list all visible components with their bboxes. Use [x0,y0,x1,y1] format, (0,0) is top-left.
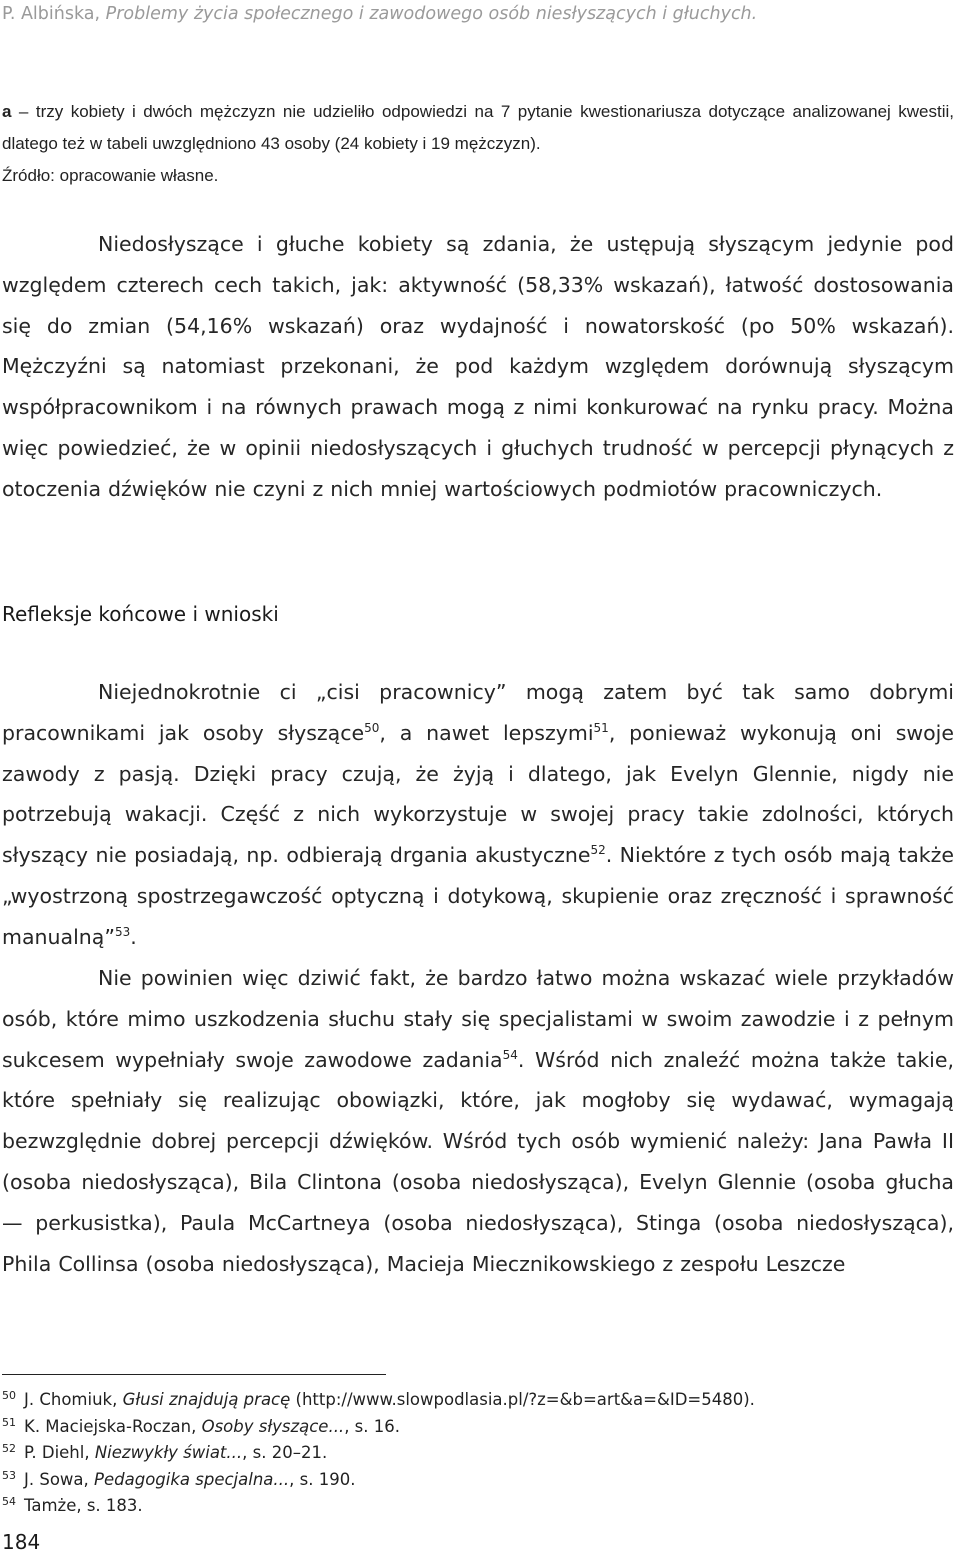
footnote-title: Głusi znajdują pracę [122,1390,291,1409]
footnote-ref-53: 53 [114,924,131,939]
paragraph-3-text: Nie powinien więc dziwić fakt, że bardzo łatwo można wskazać wiele przykładów osób, które mimo uszkodzenia słuchu stały się specjalistami w swoim zawodzie i z pełnym sukcesem wypełniały swoje zawodowe zadania [2,966,954,1072]
paragraph-3-text: . Wśród nich znaleźć można także takie, które spełniały się realizując obowiązki, które, jak mogłoby się wydawać, wymagają bezwzględnie dobrej percepcji dźwięków. Wśród tych osób wymienić należy: Jana Pawła II (osoba niedosłysząca), Bila Clintona (osoba niedosłysząca), Evelyn Glennie (osoba głucha — perkusistka), Paula McCartneya (osoba niedosłysząca), Stinga (osoba niedosłysząca), Phila Collinsa (osoba niedosłysząca), Macieja Miecznikowskiego z zespołu Leszcze [2,1047,955,1276]
footnote-52 [2,1441,952,1468]
footnote-text [24,1468,355,1493]
paragraph-2-text: , ponieważ wykonują oni swoje zawody z pasją. Dzięki pracy czują, że żyją i dlatego, jak Evelyn Glennie, nigdy nie potrzebują wakacji. Część z nich wykorzystuje w swojej pracy takie zdolności, których słyszący nie posiadają, np. odbierają drgania akustyczne [2,720,954,868]
footnote-rest: , s. 20–21. [242,1443,328,1463]
paragraph-2-text: , a nawet lepszymi [379,720,594,745]
footnote-54 [2,1494,952,1521]
footnote-rest: , s. 190. [289,1469,356,1489]
footnote-ref-52: 52 [590,843,606,858]
footnote-ref-50: 50 [364,720,380,735]
footnotes [2,1388,952,1521]
table-note-text: – trzy kobiety i dwóch mężczyzn nie udzieliło odpowiedzi na 7 pytanie kwestionariusza dotyczące analizowanej kwestii, dlatego też w tabeli uwzględniono 43 osoby (24 kobiety i 19 mężczyzn). [2,102,954,153]
paragraph-3 [2,958,954,1284]
footnote-text [24,1388,755,1413]
footnote-number: 50 [2,1389,16,1402]
footnote-53 [2,1468,952,1495]
table-note-marker: a [2,102,12,121]
paragraph-2-text: . Niektóre z tych osób mają także „wyostrzoną spostrzegawczość optyczną i dotykową, skupienie oraz zręczność i sprawność manualną” [2,843,954,949]
paragraph-2-text: . [130,924,137,949]
footnote-number: 53 [2,1468,16,1482]
footnote-title: Pedagogika specjalna... [94,1469,290,1489]
paragraph-2 [2,672,954,958]
footnote-50 [2,1388,952,1415]
table-note [2,96,954,192]
footnote-rest: , s. 16. [344,1416,401,1436]
footnote-text [24,1441,327,1466]
paragraph-2-text: Niejednokrotnie ci „cisi pracownicy” mogą zatem być tak samo dobrymi pracownikami jak osoby słyszące [2,680,954,745]
footnote-text [24,1494,143,1519]
page-number: 184 [2,1530,41,1554]
section-heading: Refleksje końcowe i wnioski [2,602,279,626]
footnote-separator [2,1374,386,1375]
footnote-number: 51 [2,1415,16,1429]
footnote-title: Osoby słyszące... [201,1416,345,1436]
footnote-ref-54: 54 [502,1047,518,1062]
footnote-author: J. Sowa, [24,1469,95,1489]
footnote-number: 52 [2,1442,16,1456]
footnote-title: Niezwykły świat... [94,1443,243,1463]
footnote-ref-51: 51 [593,720,609,735]
header-title: Problemy życia społecznego i zawodowego osób niesłyszących i głuchych. [105,4,758,24]
footnote-author: K. Maciejska-Roczan, [24,1416,202,1436]
footnote-author: Tamże, s. 183. [24,1496,143,1516]
footnote-rest: (http://www.slowpodlasia.pl/?z=&b=art&a=&ID=5480). [290,1390,755,1409]
table-note-source: Źródło: opracowanie własne. [2,166,219,185]
running-header [2,4,952,24]
paragraph-1: Niedosłyszące i głuche kobiety są zdania, że ustępują słyszącym jedynie pod względem czterech cech takich, jak: aktywność (58,33% wskazań), łatwość dostosowania się do zmian (54,16% wskazań) oraz wydajność i nowatorskość (po 50% wskazań). Mężczyźni są natomiast przekonani, że pod każdym względem dorównują słyszącym współpracownikom i na równych prawach mogą z nimi konkurować na rynku pracy. Można więc powiedzieć, że w opinii niedosłyszących i głuchych trudność w percepcji płynących z otoczenia dźwięków nie czyni z nich mniej wartościowych podmiotów pracowniczych. [2,232,954,501]
header-author: P. Albińska, [2,4,106,24]
footnote-author: P. Diehl, [24,1443,95,1463]
footnote-author: J. Chomiuk, [24,1390,123,1409]
footnote-number: 54 [2,1495,16,1509]
footnote-text [24,1415,400,1440]
footnote-51 [2,1415,952,1442]
